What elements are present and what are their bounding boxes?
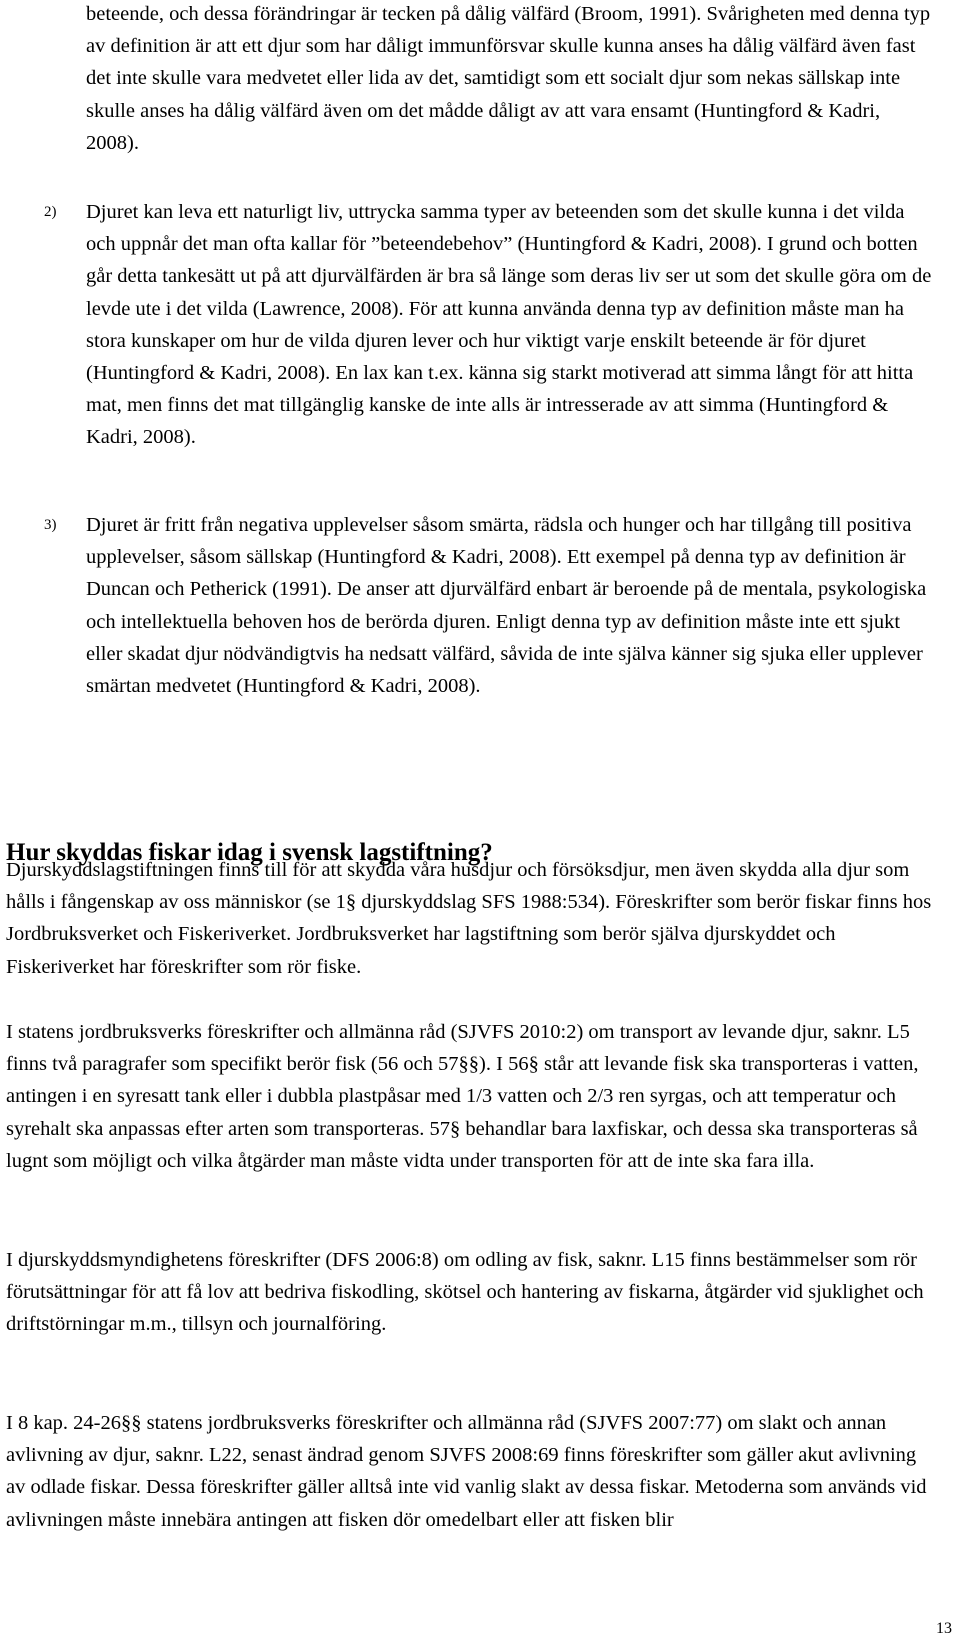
list-item-text: Djuret är fritt från negativa upplevelser såsom smärta, rädsla och hunger och har tillgång till positiva upplevelser, såsom sällskap (Huntingford & Kadri, 2008). Ett exempel på denna typ av definition är Duncan och Petherick (1991). De anser att djurvälfärd enbart är beroende på de mentala, psykologiska och intellektuella behoven hos de berörda djuren. Enligt denna typ av definition måste inte ett sjukt eller skadat djur nödvändigtvis ha nedsatt välfärd, såvida de inte själva känner sig sjuka eller upplever smärtan medvetet (Huntingford & Kadri, 2008).	[86, 514, 927, 698]
body-paragraph: Djurskyddslagstiftningen finns till för att skydda våra husdjur och försöksdjur, men även skydda alla djur som hålls i fångenskap av oss människor (se 1§ djurskyddslag SFS 1988:534). Föreskrifter som berör fiskar finns hos Jordbruksverket och Fiskeriverket. Jordbruksverket har lagstiftning som berör själva djurskyddet och Fiskeriverket har föreskrifter som rör fiske.	[6, 859, 932, 978]
body-paragraph: I statens jordbruksverks föreskrifter och allmänna råd (SJVFS 2010:2) om transport av levande djur, saknr. L5 finns två paragrafer som specifikt berör fisk (56 och 57§§). I 56§ står att levande fisk ska transporteras i vatten, antingen i en syresatt tank eller i dubbla plastpåsar med 1/3 vatten och 2/3 ren syrgas, och att temperatur och syrehalt ska anpassas efter arten som transporteras. 57§ behandlar bara laxfiskar, och dessa ska transporteras så lugnt som möjligt och vilka åtgärder man måste vidta under transporten för att de inte ska fara illa.	[6, 1021, 919, 1172]
section-heading: Hur skyddas fiskar idag i svensk lagstiftning?	[6, 839, 493, 866]
list-item-number: 3)	[44, 517, 57, 533]
list-item-number: 2)	[44, 204, 57, 220]
list-item-text: Djuret kan leva ett naturligt liv, uttrycka samma typer av beteenden som det skulle kunna i det vilda och uppnår det man ofta kallar för ”beteendebehov” (Huntingford & Kadri, 2008). I grund och botten går detta tankesätt ut på att djurvälfärden är bra så länge som deras liv ser ut som det skulle göra om de levde ute i det vilda (Lawrence, 2008). För att kunna använda denna typ av definition måste man ha stora kunskaper om hur de vilda djuren lever och hur viktigt varje enskilt beteende är för djuret (Huntingford & Kadri, 2008). En lax kan t.ex. känna sig starkt motiverad att simma långt för att hitta mat, men finns det mat tillgänglig kanske de inte alls är intresserade av att simma (Huntingford & Kadri, 2008).	[86, 201, 932, 449]
body-paragraph: I djurskyddsmyndighetens föreskrifter (DFS 2006:8) om odling av fisk, saknr. L15 finns bestämmelser som rör förutsättningar för att få lov att bedriva fiskodling, skötsel och hantering av fiskarna, åtgärder vid sjuklighet och driftstörningar m.m., tillsyn och journalföring.	[6, 1249, 924, 1336]
continuation-paragraph: beteende, och dessa förändringar är tecken på dålig välfärd (Broom, 1991). Svårigheten med denna typ av definition är att ett djur som har dåligt immunförsvar skulle kunna anses ha dålig välfärd även fast det inte skulle vara medvetet eller lida av det, samtidigt som ett socialt djur som nekas sällskap inte skulle anses ha dålig välfärd även om det mådde dåligt av att vara ensamt (Huntingford & Kadri, 2008).	[86, 3, 931, 154]
body-paragraph: I 8 kap. 24-26§§ statens jordbruksverks föreskrifter och allmänna råd (SJVFS 2007:77) om slakt och annan avlivning av djur, saknr. L22, senast ändrad genom SJVFS 2008:69 finns föreskrifter som gäller akut avlivning av odlade fiskar. Dessa föreskrifter gäller alltså inte vid vanlig slakt av dessa fiskar. Metoderna som används vid avlivningen måste innebära antingen att fisken dör omedelbart eller att fisken blir	[6, 1412, 927, 1531]
page-number: 13	[936, 1620, 952, 1637]
